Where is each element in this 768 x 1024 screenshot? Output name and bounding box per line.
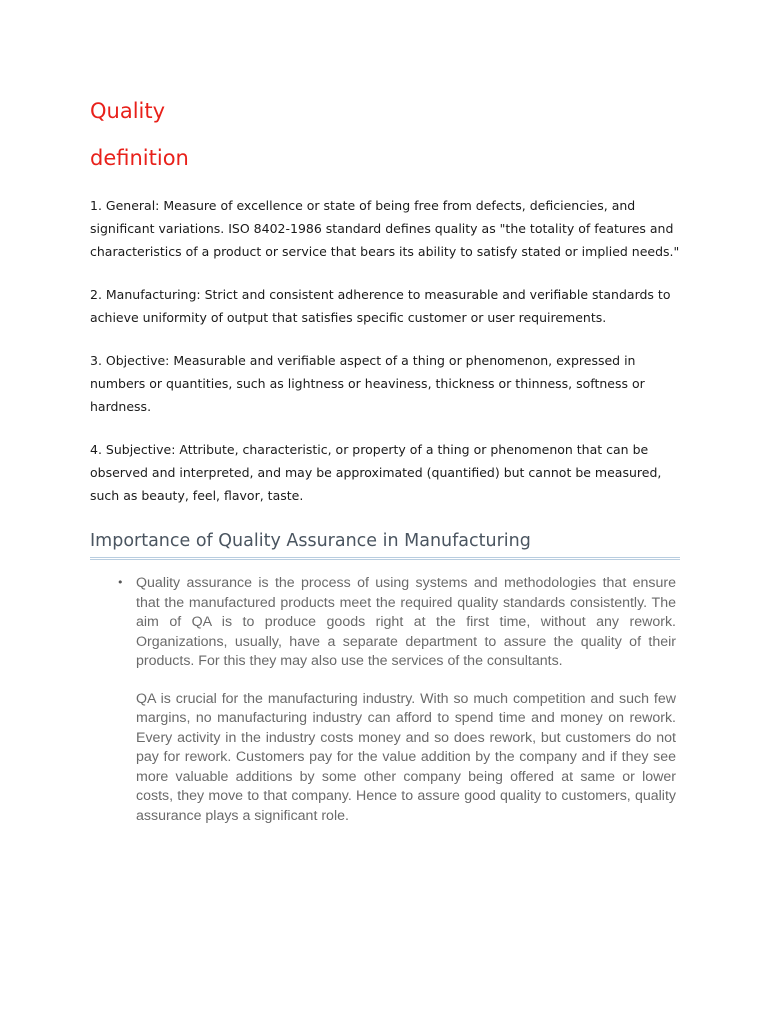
qa-paragraph-1: Quality assurance is the process of using systems and methodologies that ensure that the manufactured products meet the required quality standards consistently. The aim of QA is to produce goods right at the first time, without any rework. Organizations, usually, have a separate department to assure the quality of their products. For this they may also use the services of the consultants. bbox=[136, 575, 676, 669]
definition-manufacturing: 2. Manufacturing: Strict and consistent adherence to measurable and verifiable standards to achieve uniformity of output that satisfies specific customer or user requirements. bbox=[90, 287, 671, 325]
page-title-line-2: definition bbox=[90, 146, 189, 170]
definition-objective: 3. Objective: Measurable and verifiable aspect of a thing or phenomenon, expressed in numbers or quantities, such as lightness or heaviness, thickness or thinness, softness or hardness. bbox=[90, 353, 645, 414]
list-item bbox=[90, 574, 690, 826]
qa-paragraph-2: QA is crucial for the manufacturing industry. With so much competition and such few margins, no manufacturing industry can afford to spend time and money on rework. Every activity in the industry costs money and so does rework, but customers do not pay for rework. Customers pay for the value addition by the company and if they see more valuable additions by some other company being offered at same or lower costs, they move to that company. Hence to assure good quality to customers, quality assurance plays a significant role. bbox=[136, 690, 676, 824]
definition-subjective: 4. Subjective: Attribute, characteristic, or property of a thing or phenomenon that can be observed and interpreted, and may be approximated (quantified) but cannot be measured, such as beauty, feel, flavor, taste. bbox=[90, 442, 662, 503]
qa-bullet-list bbox=[90, 574, 690, 826]
definitions-list bbox=[90, 194, 690, 507]
definition-general: 1. General: Measure of excellence or state of being free from defects, deficiencies, and significant variations. ISO 8402-1986 standard defines quality as "the totality of features and characteristics of a product or service that bears its ability to satisfy stated or implied needs." bbox=[90, 198, 680, 259]
bullet-icon: • bbox=[117, 576, 124, 589]
page-title-line-1: Quality bbox=[90, 99, 166, 123]
section-heading: Importance of Quality Assurance in Manufacturing bbox=[90, 531, 680, 560]
document-page bbox=[90, 88, 690, 844]
